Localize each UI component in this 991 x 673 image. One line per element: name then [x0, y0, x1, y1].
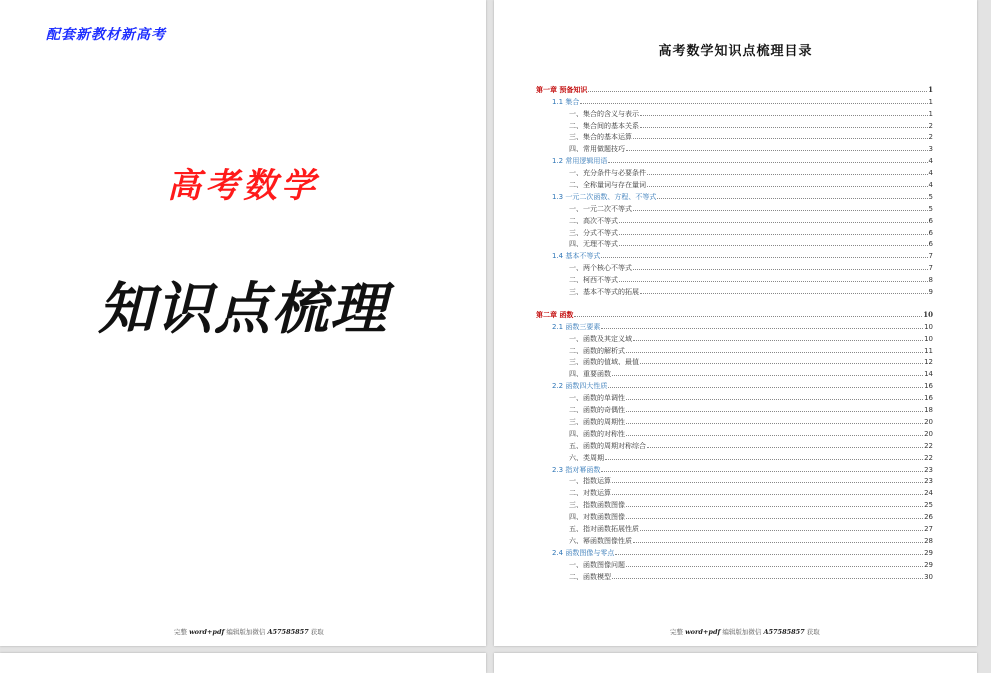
- toc-page-number: 24: [924, 489, 933, 498]
- toc-leader-dots: [588, 90, 927, 92]
- toc-leader-dots: [626, 149, 928, 151]
- toc-section-entry[interactable]: [536, 189, 933, 201]
- toc-entry-label: 第二章 函数: [536, 309, 574, 319]
- toc-page-number: 1: [928, 84, 933, 94]
- toc-leader-dots: [647, 185, 928, 187]
- footer-format: word+pdf: [189, 628, 225, 636]
- toc-item-entry[interactable]: [536, 557, 933, 569]
- toc-page-number: 11: [924, 346, 933, 355]
- page-footer: [174, 627, 324, 636]
- toc-entry-label: 一、指数运算: [569, 477, 611, 486]
- toc-item-entry[interactable]: [536, 450, 933, 462]
- footer-text: 编辑版加微信: [224, 628, 268, 636]
- footer-text: 编辑版加微信: [720, 628, 764, 636]
- toc-page-number: 25: [924, 501, 933, 510]
- toc-section-entry[interactable]: [536, 248, 933, 260]
- toc-item-entry[interactable]: [536, 366, 933, 378]
- toc-entry-label: 二、高次不等式: [569, 216, 618, 225]
- toc-leader-dots: [612, 481, 923, 483]
- toc-page-number: 5: [928, 204, 933, 213]
- toc-page-number: 8: [928, 276, 933, 285]
- toc-entry-label: 一、一元二次不等式: [569, 204, 632, 213]
- footer-wechat-id: A57585857: [763, 628, 805, 636]
- toc-page-number: 12: [924, 358, 933, 367]
- toc-leader-dots: [608, 161, 927, 163]
- toc-entry-label: 一、函数及其定义域: [569, 334, 632, 343]
- cover-page: [0, 0, 486, 646]
- toc-page-number: 23: [924, 477, 933, 486]
- toc-entry-label: 一、函数图像问题: [569, 560, 625, 569]
- toc-leader-dots: [574, 315, 922, 317]
- toc-leader-dots: [633, 541, 923, 543]
- toc-item-entry[interactable]: [536, 106, 933, 118]
- toc-entry-label: 第一章 预备知识: [536, 84, 588, 94]
- toc-entry-label: 二、函数模型: [569, 572, 611, 581]
- toc-leader-dots: [619, 221, 928, 223]
- toc-leader-dots: [612, 577, 923, 579]
- footer-format: word+pdf: [685, 628, 721, 636]
- footer-text: 完整: [670, 628, 686, 636]
- toc-leader-dots: [619, 233, 928, 235]
- toc-item-entry[interactable]: [536, 177, 933, 189]
- toc-page-number: 29: [924, 560, 933, 569]
- toc-page-number: 6: [928, 216, 933, 225]
- toc-page-number: 1: [928, 97, 933, 106]
- toc-leader-dots: [640, 126, 928, 128]
- toc-entry-label: 二、集合间的基本关系: [569, 121, 639, 130]
- toc-leader-dots: [640, 529, 923, 531]
- footer-text: 获取: [308, 628, 324, 636]
- toc-chapter-entry[interactable]: [536, 307, 933, 319]
- toc-leader-dots: [615, 553, 923, 555]
- toc-page-number: 10: [924, 334, 933, 343]
- toc-entry-label: 四、无理不等式: [569, 240, 618, 249]
- toc-item-entry[interactable]: [536, 284, 933, 296]
- toc-leader-dots: [601, 256, 927, 258]
- toc-item-entry[interactable]: [536, 260, 933, 272]
- toc-item-entry[interactable]: [536, 118, 933, 130]
- toc-entry-label: 四、常用做题技巧: [569, 145, 625, 154]
- toc-page-number: 10: [923, 309, 933, 319]
- toc-section-entry[interactable]: [536, 319, 933, 331]
- toc-entry-label: 2.3 指对幂函数: [552, 465, 601, 474]
- toc-entry-label: 二、对数运算: [569, 489, 611, 498]
- toc-page-number: 4: [928, 181, 933, 190]
- toc-chapter-2: [536, 307, 933, 580]
- toc-leader-dots: [605, 458, 923, 460]
- toc-entry-label: 二、函数的解析式: [569, 346, 625, 355]
- toc-entry-label: 2.2 函数四大性质: [552, 382, 608, 391]
- toc-entry-label: 1.2 常用逻辑用语: [552, 157, 608, 166]
- toc-leader-dots: [626, 505, 923, 507]
- toc-page-number: 30: [924, 572, 933, 581]
- toc-section-entry[interactable]: [536, 378, 933, 390]
- toc-entry-label: 三、集合的基本运算: [569, 133, 632, 142]
- cover-tag: 配套新教材新高考: [46, 27, 166, 43]
- footer-text: 获取: [804, 628, 820, 636]
- table-of-contents: [536, 82, 933, 581]
- toc-leader-dots: [626, 410, 923, 412]
- toc-item-entry[interactable]: [536, 272, 933, 284]
- toc-page-number: 28: [924, 536, 933, 545]
- footer-text: 完整: [174, 628, 190, 636]
- toc-item-entry[interactable]: [536, 355, 933, 367]
- toc-item-entry[interactable]: [536, 474, 933, 486]
- toc-leader-dots: [657, 197, 927, 199]
- toc-page-number: 7: [928, 252, 933, 261]
- toc-leader-dots: [647, 173, 928, 175]
- toc-entry-label: 一、函数的单调性: [569, 394, 625, 403]
- toc-page-number: 1: [928, 109, 933, 118]
- toc-page-number: 23: [924, 465, 933, 474]
- toc-leader-dots: [619, 244, 928, 246]
- toc-entry-label: 二、函数的奇偶性: [569, 406, 625, 415]
- toc-item-entry[interactable]: [536, 509, 933, 521]
- toc-item-entry[interactable]: [536, 201, 933, 213]
- next-page-left: [0, 653, 486, 673]
- toc-entry-label: 1.3 一元二次函数、方程、不等式: [552, 192, 657, 201]
- toc-page-number: 10: [924, 322, 933, 331]
- toc-item-entry[interactable]: [536, 414, 933, 426]
- toc-entry-label: 三、分式不等式: [569, 228, 618, 237]
- toc-page-number: 16: [924, 382, 933, 391]
- toc-section-entry[interactable]: [536, 545, 933, 557]
- cover-title: 知识点梳理: [98, 276, 388, 342]
- toc-leader-dots: [640, 292, 928, 294]
- toc-leader-dots: [601, 470, 923, 472]
- toc-page-number: 16: [924, 394, 933, 403]
- toc-page-number: 20: [924, 429, 933, 438]
- toc-entry-label: 二、全称量词与存在量词: [569, 181, 646, 190]
- next-page-right: [494, 653, 977, 673]
- toc-item-entry[interactable]: [536, 225, 933, 237]
- toc-entry-label: 2.4 函数图像与零点: [552, 548, 615, 557]
- toc-entry-label: 二、柯西不等式: [569, 276, 618, 285]
- toc-item-entry[interactable]: [536, 402, 933, 414]
- toc-item-entry[interactable]: [536, 533, 933, 545]
- toc-leader-dots: [626, 422, 923, 424]
- toc-page-number: 20: [924, 417, 933, 426]
- toc-entry-label: 五、函数的周期对称综合: [569, 441, 646, 450]
- toc-item-entry[interactable]: [536, 237, 933, 249]
- toc-page-number: 5: [928, 192, 933, 201]
- toc-entry-label: 一、充分条件与必要条件: [569, 169, 646, 178]
- toc-page-number: 2: [928, 121, 933, 130]
- toc-item-entry[interactable]: [536, 165, 933, 177]
- toc-item-entry[interactable]: [536, 331, 933, 343]
- toc-leader-dots: [580, 102, 927, 104]
- toc-item-entry[interactable]: [536, 141, 933, 153]
- toc-leader-dots: [647, 446, 923, 448]
- toc-page-number: 3: [928, 145, 933, 154]
- toc-page-number: 27: [924, 524, 933, 533]
- toc-page-number: 29: [924, 548, 933, 557]
- toc-leader-dots: [633, 339, 923, 341]
- toc-item-entry[interactable]: [536, 438, 933, 450]
- toc-leader-dots: [626, 434, 923, 436]
- toc-leader-dots: [626, 517, 923, 519]
- cover-subtitle: 高考数学: [167, 166, 319, 206]
- toc-chapter-entry[interactable]: [536, 82, 933, 94]
- toc-chapter-1: [536, 82, 933, 296]
- toc-entry-label: 五、指对函数拓展性质: [569, 524, 639, 533]
- toc-leader-dots: [633, 268, 928, 270]
- toc-page-number: 22: [924, 441, 933, 450]
- toc-leader-dots: [601, 327, 923, 329]
- toc-item-entry[interactable]: [536, 426, 933, 438]
- toc-item-entry[interactable]: [536, 497, 933, 509]
- toc-entry-label: 1.1 集合: [552, 97, 580, 106]
- toc-leader-dots: [626, 351, 923, 353]
- toc-entry-label: 四、重要函数: [569, 370, 611, 379]
- toc-item-entry[interactable]: [536, 569, 933, 581]
- toc-entry-label: 三、函数的值域、最值: [569, 358, 639, 367]
- toc-entry-label: 三、函数的周期性: [569, 417, 625, 426]
- viewer-scroll-gutter: [981, 0, 991, 664]
- toc-entry-label: 四、函数的对称性: [569, 429, 625, 438]
- toc-leader-dots: [612, 493, 923, 495]
- toc-entry-label: 一、集合的含义与表示: [569, 109, 639, 118]
- toc-leader-dots: [640, 114, 928, 116]
- toc-leader-dots: [626, 565, 923, 567]
- toc-entry-label: 一、两个核心不等式: [569, 264, 632, 273]
- toc-page-number: 2: [928, 133, 933, 142]
- toc-page-number: 4: [928, 157, 933, 166]
- toc-leader-dots: [633, 209, 928, 211]
- toc-leader-dots: [608, 386, 923, 388]
- toc-page-number: 4: [928, 169, 933, 178]
- toc-page-number: 9: [928, 288, 933, 297]
- toc-section-entry[interactable]: [536, 153, 933, 165]
- footer-wechat-id: A57585857: [267, 628, 309, 636]
- toc-spacer: [536, 296, 933, 307]
- toc-item-entry[interactable]: [536, 485, 933, 497]
- toc-page-number: 18: [924, 406, 933, 415]
- toc-page-number: 6: [928, 228, 933, 237]
- toc-item-entry[interactable]: [536, 213, 933, 225]
- toc-item-entry[interactable]: [536, 343, 933, 355]
- toc-leader-dots: [633, 137, 928, 139]
- toc-entry-label: 六、类周期: [569, 453, 604, 462]
- toc-leader-dots: [619, 280, 928, 282]
- toc-page-number: 26: [924, 513, 933, 522]
- toc-page: [494, 0, 977, 646]
- toc-item-entry[interactable]: [536, 521, 933, 533]
- toc-page-number: 22: [924, 453, 933, 462]
- toc-page-number: 7: [928, 264, 933, 273]
- toc-leader-dots: [640, 362, 923, 364]
- toc-section-entry[interactable]: [536, 462, 933, 474]
- toc-entry-label: 2.1 函数三要素: [552, 322, 601, 331]
- toc-page-number: 14: [924, 370, 933, 379]
- toc-entry-label: 三、指数函数图像: [569, 501, 625, 510]
- toc-entry-label: 三、基本不等式的拓展: [569, 288, 639, 297]
- toc-title: 高考数学知识点梳理目录: [658, 44, 813, 59]
- toc-entry-label: 六、幂函数图像性质: [569, 536, 632, 545]
- toc-item-entry[interactable]: [536, 390, 933, 402]
- page-footer: [670, 627, 820, 636]
- toc-page-number: 6: [928, 240, 933, 249]
- toc-entry-label: 四、对数函数图像: [569, 513, 625, 522]
- toc-item-entry[interactable]: [536, 130, 933, 142]
- toc-entry-label: 1.4 基本不等式: [552, 252, 601, 261]
- toc-section-entry[interactable]: [536, 94, 933, 106]
- toc-leader-dots: [626, 398, 923, 400]
- toc-leader-dots: [612, 374, 923, 376]
